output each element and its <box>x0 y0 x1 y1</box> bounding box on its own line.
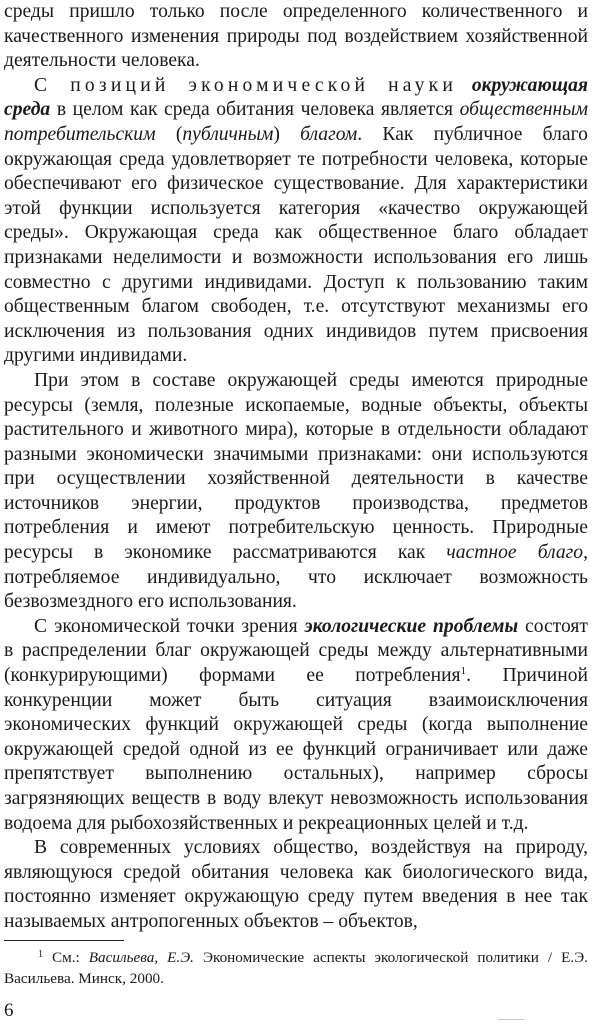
text-run: ) <box>273 123 301 145</box>
page-number: 6 <box>4 1000 14 1021</box>
footnote-author: Васильева, Е.Э. <box>88 949 194 966</box>
italic-term: общественным потребительским <box>4 99 588 145</box>
footnote-prefix: См.: <box>43 949 89 966</box>
spaced-phrase: С позиций экономической науки <box>34 74 458 96</box>
text-run: среды пришло только после определенного количественного и качественного изменения природы под воздействием хозяйственной деятельности человека. <box>4 1 588 72</box>
footnote-rest: Экономические аспекты экологической политики / Е.Э. Васильева. Минск, 2000. <box>4 949 588 987</box>
italic-term: публичным <box>182 123 274 145</box>
text-run: . Как публичное благо окружающая среда удовлетворяет те потребности человека, которые обеспечивают его физическое существование. Для характеристики этой функции используется категория «качество окружающей среды». Окружающая среда как общественное благо обладает признаками неделимости и возможности использования его лишь совместно с другими индивидами. Доступ к пользованию таким общественным благом свободен, т.е. отсутствуют механизмы его исключения из пользования одних индивидов путем присвоения другими индивидами. <box>4 123 588 367</box>
footnote-number: 1 <box>38 949 43 960</box>
text-run: в целом как среда обитания человека является <box>50 99 460 121</box>
body-text <box>4 0 588 935</box>
text-run: , потребляемое индивидуально, что исключает возможность безвозмездного его использования. <box>4 542 588 613</box>
paragraph <box>4 74 588 369</box>
text-run: ( <box>155 123 183 145</box>
paragraph <box>4 615 588 836</box>
paragraph <box>4 836 588 934</box>
scan-edge-mark <box>498 1019 524 1020</box>
emphasis-term: экологические проблемы <box>304 615 519 637</box>
footnote-indent <box>4 949 38 966</box>
paragraph <box>4 369 588 615</box>
footnote <box>4 947 588 989</box>
text-run: В современных условиях общество, воздействуя на природу, являющуюся средой обитания человека как биологического вида, постоянно изменяет окружающую среду путем введения в нее так называемых антропогенных объектов – объектов, <box>4 837 588 932</box>
text-run: При этом в составе окружающей среды имеются природные ресурсы (земля, полезные ископаемые, водные объекты, объекты растительного и животного мира), которые в отдельности обладают разными экономически значимыми признаками: они используются при осуществлении хозяйственной деятельности в качестве источников энергии, продуктов производства, предметов потребления и имеют потребительскую ценность. Природные ресурсы в экономике рассматриваются как <box>4 369 588 564</box>
italic-term: частное благо <box>446 542 584 564</box>
text-run <box>457 75 472 96</box>
text-run: состоят в распределении благ окружающей среды между альтернативными (конкурирующими) формами ее потребления <box>4 615 588 687</box>
page-content <box>4 0 588 935</box>
footnote-divider <box>4 940 124 941</box>
text-run: . Причиной конкуренции может быть ситуация взаимоисключения экономических функций окружающей среды (когда выполнение окружающей средой одной из ее функций ограничивает или даже препятствует выполнению остальных), например сбросы загрязняющих веществ в воду влекут невозможность использования водоема для рыбохозяйственных и рекреационных целей и т.д. <box>4 665 589 834</box>
footnote-reference: 1 <box>460 665 467 678</box>
emphasis-term: окружающая среда <box>4 74 588 121</box>
text-run: С экономической точки зрения <box>34 615 305 637</box>
paragraph <box>4 0 588 74</box>
italic-term: благом <box>300 123 358 145</box>
